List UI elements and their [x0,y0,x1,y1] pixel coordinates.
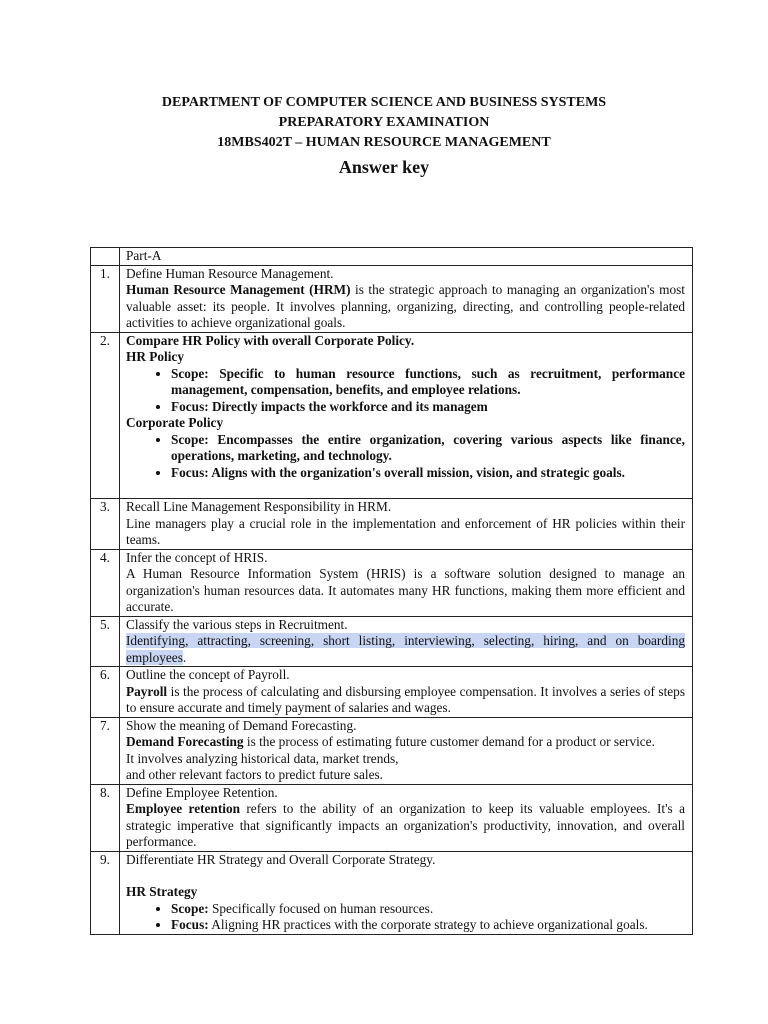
answer-text [126,734,685,751]
answer-line: and other relevant factors to predict future sales. [126,767,383,782]
hr-policy-list [126,366,685,416]
exam-title: PREPARATORY EXAMINATION [278,115,490,130]
answer-text [126,633,685,666]
department-title: DEPARTMENT OF COMPUTER SCIENCE AND BUSINESS SYSTEMS [161,95,607,110]
table-row [91,549,693,616]
answer-line: It involves analyzing historical data, market trends, [126,750,399,766]
question-number: 8. [91,784,120,851]
answer-text [126,801,685,851]
answer-key-table [90,247,693,935]
corporate-policy-list [126,432,685,482]
answer-body: is the process of calculating and disbursing employee compensation. It involves a series of steps to ensure accurate and timely payment of salaries and wages. [126,683,685,715]
table-row [91,717,693,784]
course-title: 18MBS402T – HUMAN RESOURCE MANAGEMENT [217,135,551,150]
point-text: Aligning HR practices with the corporate strategy to achieve organizational goals. [208,917,648,932]
question-text: Differentiate HR Strategy and Overall Corporate Strategy. [126,851,436,867]
question-text: Show the meaning of Demand Forecasting. [126,717,357,733]
answer-body: refers to the ability of an organization to keep its valuable employees. It's a strategic imperative that significantly impacts an organization's productivity, innovation, and overall performance. [126,801,685,849]
answer-term: Employee retention [126,801,240,816]
list-item: • Focus: Aligns with the organization's overall mission, vision, and strategic goals. [171,465,685,482]
question-number: 7. [91,717,120,784]
answer-cell [120,499,693,550]
point-text: Specifically focused on human resources. [208,900,434,916]
answer-term: Demand Forecasting [126,734,244,749]
list-item: • Scope: Specific to human resource functions, such as recruitment, performance management, compensation, benefits, and employee relations. [171,366,685,399]
document-header [0,93,768,180]
table-row [91,616,693,667]
point-label: Scope: [171,900,209,916]
hr-strategy-list [126,901,685,934]
question-text: Infer the concept of HRIS. [126,549,268,565]
question-text: Define Human Resource Management. [126,265,334,281]
answer-term: Payroll [126,683,168,699]
table-row [91,265,693,332]
question-number: 1. [91,265,120,332]
highlighted-answer: Identifying, attracting, screening, short listing, interviewing, selecting, hiring, and on boarding employees [126,633,685,665]
answer-cell [120,616,693,667]
answer-cell [120,851,693,934]
answer-text [126,282,685,332]
answer-body: is the strategic approach to managing an organization's most valuable asset: its people. It involves planning, organizing, directing, and controlling people-related activities to achieve organizational goals. [126,282,685,330]
table-row [91,851,693,934]
answer-key-title: Answer key [338,157,430,177]
answer-cell [120,549,693,616]
answer-text: A Human Resource Information System (HRIS) is a software solution designed to manage an organization's human resources data. It automates many HR functions, making them more efficient and accurate. [126,566,685,614]
list-item [171,901,685,918]
answer-cell [120,667,693,718]
answer-cell [120,265,693,332]
answer-text: Line managers play a crucial role in the implementation and enforcement of HR policies within their teams. [126,515,685,547]
question-text: Compare HR Policy with overall Corporate Policy. [126,332,415,348]
question-number: 4. [91,549,120,616]
list-item [171,917,685,934]
question-text: Classify the various steps in Recruitment. [126,616,348,632]
table-row [91,499,693,550]
table-row [91,248,693,266]
question-text: Outline the concept of Payroll. [126,667,290,682]
answer-tail: . [182,649,187,665]
table-row [91,784,693,851]
question-number: 5. [91,616,120,667]
question-number: 9. [91,851,120,934]
question-text: Define Employee Retention. [126,784,278,800]
answer-cell [120,784,693,851]
question-text: Recall Line Management Responsibility in HRM. [126,499,392,514]
list-item: • Scope: Encompasses the entire organization, covering various aspects like finance, operations, marketing, and technology. [171,432,685,465]
answer-term: Human Resource Management (HRM) [126,282,351,297]
answer-cell [120,332,693,499]
list-item: • Focus: Directly impacts the workforce and its managem [171,399,685,416]
hr-policy-heading: HR Policy [126,349,184,364]
answer-body: is the process of estimating future customer demand for a product or service. [243,734,655,749]
answer-text [126,684,685,717]
spacer [126,481,685,498]
question-number: 3. [91,499,120,550]
question-number: 2. [91,332,120,499]
question-number: 6. [91,667,120,718]
point-label: Focus: [171,917,209,932]
corporate-policy-heading: Corporate Policy [126,415,224,430]
hr-strategy-heading: HR Strategy [126,884,198,899]
part-label: Part-A [120,248,693,266]
table-row [91,667,693,718]
spacer [126,868,685,884]
table-row [91,332,693,499]
row-number-cell [91,248,120,266]
answer-cell [120,717,693,784]
